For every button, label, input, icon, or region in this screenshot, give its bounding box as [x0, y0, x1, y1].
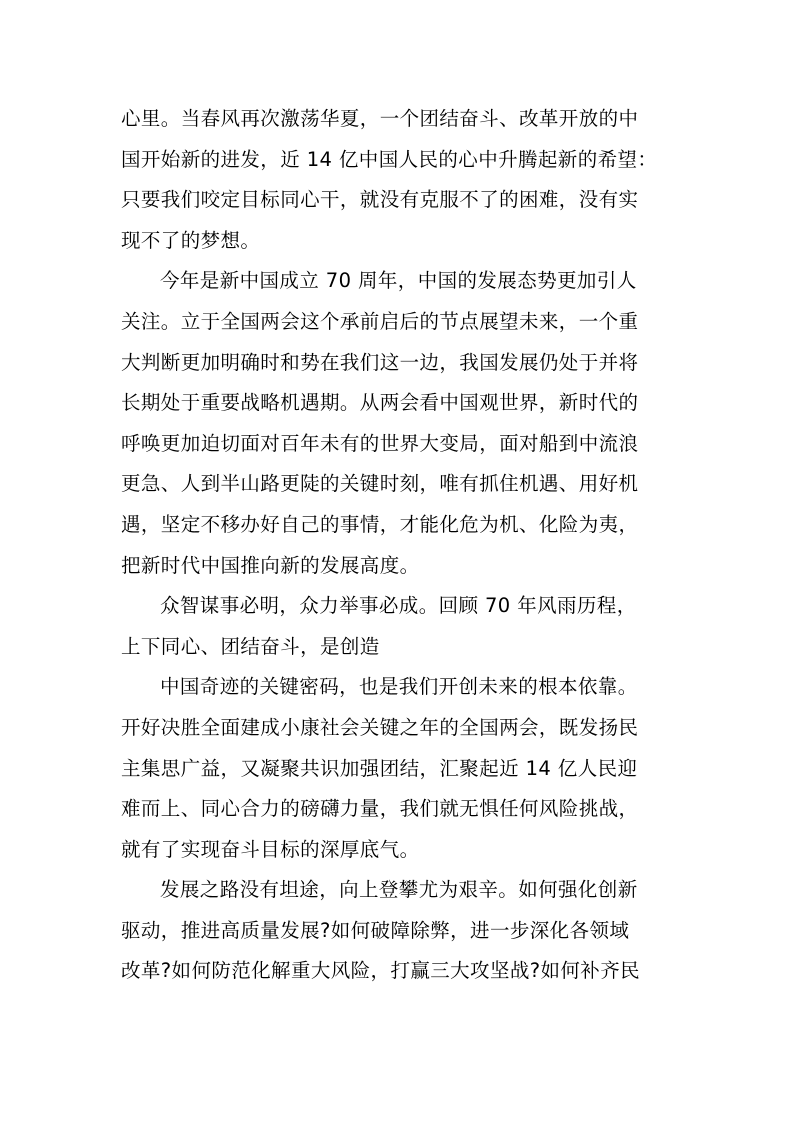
text-line: 驱动，推进高质量发展?如何破障除弊，进一步深化各领域 — [121, 918, 630, 942]
text-line: 发展之路没有坦途，向上登攀尤为艰辛。如何强化创新 — [160, 878, 638, 902]
text-line: 大判断更加明确时和势在我们这一边，我国发展仍处于并将 — [121, 350, 639, 374]
text-line: 更急、人到半山路更陡的关键时刻，唯有抓住机遇、用好机 — [121, 472, 639, 496]
text-line: 长期处于重要战略机遇期。从两会看中国观世界，新时代的 — [121, 391, 639, 415]
text-line: 主集思广益，又凝聚共识加强团结，汇聚起近 14 亿人民迎 — [121, 756, 638, 780]
text-line: 关注。立于全国两会这个承前启后的节点展望未来，一个重 — [121, 309, 639, 333]
text-line: 就有了实现奋斗目标的深厚底气。 — [121, 837, 420, 861]
text-line: 改革?如何防范化解重大风险，打赢三大攻坚战?如何补齐民 — [121, 959, 640, 983]
text-line: 只要我们咬定目标同心干，就没有克服不了的困难，没有实 — [121, 188, 639, 212]
text-line: 今年是新中国成立 70 周年，中国的发展态势更加引人 — [160, 269, 637, 293]
text-line: 心里。当春风再次激荡华夏，一个团结奋斗、改革开放的中 — [121, 107, 639, 130]
text-line: 开好决胜全面建成小康社会关键之年的全国两会，既发扬民 — [121, 715, 639, 739]
text-line: 呼唤更加迫切面对百年未有的世界大变局，面对船到中流浪 — [121, 431, 639, 455]
text-line: 现不了的梦想。 — [121, 228, 261, 252]
text-line: 遇，坚定不移办好自己的事情，才能化危为机、化险为夷， — [121, 512, 639, 536]
body-text — [121, 99, 691, 992]
text-line: 中国奇迹的关键密码，也是我们开创未来的根本依靠。 — [160, 675, 638, 699]
text-line: 上下同心、团结奋斗，是创造 — [121, 634, 380, 658]
text-line: 把新时代中国推向新的发展高度。 — [121, 553, 420, 577]
text-line: 国开始新的进发，近 14 亿中国人民的心中升腾起新的希望： — [121, 147, 658, 171]
text-line: 难而上、同心合力的磅礴力量，我们就无惧任何风险挑战， — [121, 797, 639, 821]
text-line: 众智谋事必明，众力举事必成。回顾 70 年风雨历程， — [160, 594, 637, 618]
